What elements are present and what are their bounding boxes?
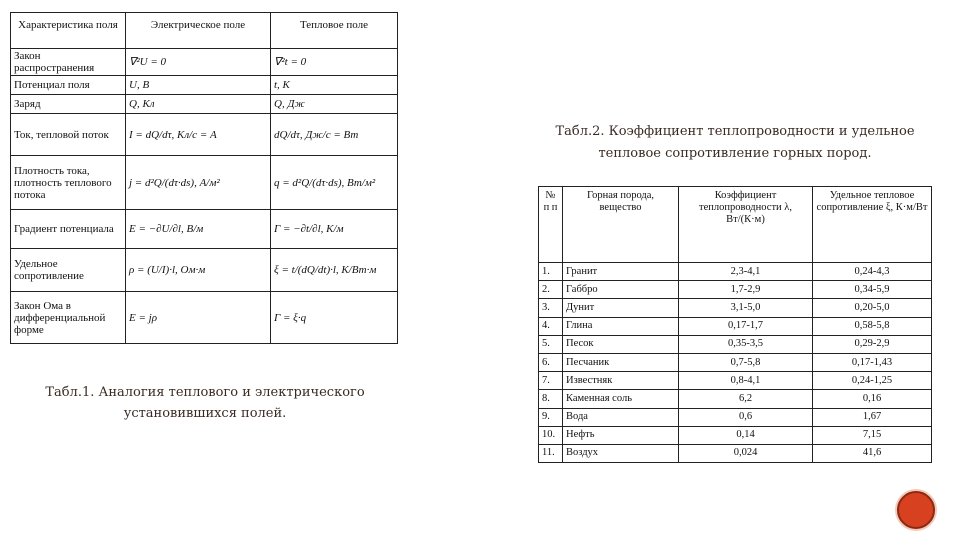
name-cell: Удельное сопротивление xyxy=(11,249,126,292)
conductivity-cell: 0,6 xyxy=(679,408,813,426)
table2-caption: Табл.2. Коэффициент теплопроводности и удельное тепловое сопротивление горных пород. xyxy=(555,124,915,161)
table-row xyxy=(11,292,398,344)
thermal-cell: ξ = t/(dQ/dt)·l, К/Вт·м xyxy=(271,249,398,292)
rock-conductivity-table xyxy=(538,186,932,463)
rock-cell: Каменная соль xyxy=(563,390,679,408)
table-row xyxy=(11,156,398,210)
table-row xyxy=(539,372,932,390)
seal-logo xyxy=(897,491,935,529)
table-row xyxy=(539,353,932,371)
table-row xyxy=(11,76,398,95)
electric-cell: j = d²Q/(dτ·ds), А/м² xyxy=(126,156,271,210)
electric-cell: I = dQ/dτ, Кл/с = А xyxy=(126,114,271,156)
thermal-cell: dQ/dτ, Дж/с = Вт xyxy=(271,114,398,156)
name-cell: Плотность тока, плотность теплового потока xyxy=(11,156,126,210)
index-cell: 1. xyxy=(539,263,563,281)
index-cell: 5. xyxy=(539,335,563,353)
header-cell: Горная порода, вещество xyxy=(563,187,679,263)
resistivity-cell: 41,6 xyxy=(813,444,932,462)
table-row xyxy=(539,390,932,408)
rock-cell: Вода xyxy=(563,408,679,426)
table-row xyxy=(11,249,398,292)
table-row xyxy=(539,426,932,444)
resistivity-cell: 1,67 xyxy=(813,408,932,426)
conductivity-cell: 0,7-5,8 xyxy=(679,353,813,371)
header-cell: Характеристика поля xyxy=(11,13,126,49)
header-cell: № п п xyxy=(539,187,563,263)
header-cell: Коэффициент теплопроводности λ, Вт/(К·м) xyxy=(679,187,813,263)
resistivity-cell: 0,24-1,25 xyxy=(813,372,932,390)
table-header-row xyxy=(11,13,398,49)
conductivity-cell: 0,024 xyxy=(679,444,813,462)
electric-cell: E = jρ xyxy=(126,292,271,344)
conductivity-cell: 0,17-1,7 xyxy=(679,317,813,335)
rock-cell: Дунит xyxy=(563,299,679,317)
index-cell: 8. xyxy=(539,390,563,408)
index-cell: 10. xyxy=(539,426,563,444)
name-cell: Ток, тепловой поток xyxy=(11,114,126,156)
resistivity-cell: 7,15 xyxy=(813,426,932,444)
index-cell: 11. xyxy=(539,444,563,462)
conductivity-cell: 0,35-3,5 xyxy=(679,335,813,353)
rock-cell: Гранит xyxy=(563,263,679,281)
electric-cell: ∇²U = 0 xyxy=(126,49,271,76)
resistivity-cell: 0,20-5,0 xyxy=(813,299,932,317)
index-cell: 7. xyxy=(539,372,563,390)
conductivity-cell: 3,1-5,0 xyxy=(679,299,813,317)
rock-cell: Известняк xyxy=(563,372,679,390)
name-cell: Градиент потенциала xyxy=(11,210,126,249)
index-cell: 2. xyxy=(539,281,563,299)
header-cell: Электрическое поле xyxy=(126,13,271,49)
header-cell: Тепловое поле xyxy=(271,13,398,49)
electric-cell: ρ = (U/I)·l, Ом·м xyxy=(126,249,271,292)
thermal-cell: t, К xyxy=(271,76,398,95)
resistivity-cell: 0,29-2,9 xyxy=(813,335,932,353)
thermal-cell: Γ = −∂t/∂l, К/м xyxy=(271,210,398,249)
table-row xyxy=(539,317,932,335)
rock-cell: Габбро xyxy=(563,281,679,299)
table-row xyxy=(539,281,932,299)
table-row xyxy=(539,299,932,317)
thermal-cell: ∇²t = 0 xyxy=(271,49,398,76)
conductivity-cell: 0,8-4,1 xyxy=(679,372,813,390)
table-row xyxy=(539,335,932,353)
thermal-cell: Γ = ξ·q xyxy=(271,292,398,344)
conductivity-cell: 1,7-2,9 xyxy=(679,281,813,299)
index-cell: 6. xyxy=(539,353,563,371)
resistivity-cell: 0,16 xyxy=(813,390,932,408)
electric-cell: U, В xyxy=(126,76,271,95)
table-row xyxy=(11,114,398,156)
rock-cell: Глина xyxy=(563,317,679,335)
table-header-row xyxy=(539,187,932,263)
index-cell: 4. xyxy=(539,317,563,335)
rock-cell: Песок xyxy=(563,335,679,353)
table-row xyxy=(539,408,932,426)
field-analogy-table xyxy=(10,12,398,344)
header-cell: Удельное тепловое сопротивление ξ, К·м/Вт xyxy=(813,187,932,263)
conductivity-cell: 6,2 xyxy=(679,390,813,408)
resistivity-cell: 0,24-4,3 xyxy=(813,263,932,281)
name-cell: Закон Ома в дифференциальной форме xyxy=(11,292,126,344)
resistivity-cell: 0,17-1,43 xyxy=(813,353,932,371)
conductivity-cell: 2,3-4,1 xyxy=(679,263,813,281)
name-cell: Закон распространения xyxy=(11,49,126,76)
rock-cell: Песчаник xyxy=(563,353,679,371)
table1-caption: Табл.1. Аналогия теплового и электрического установившихся полей. xyxy=(45,385,365,421)
conductivity-cell: 0,14 xyxy=(679,426,813,444)
thermal-cell: q = d²Q/(dτ·ds), Вт/м² xyxy=(271,156,398,210)
resistivity-cell: 0,34-5,9 xyxy=(813,281,932,299)
table-row xyxy=(539,263,932,281)
name-cell: Заряд xyxy=(11,95,126,114)
table-row xyxy=(539,444,932,462)
electric-cell: Q, Кл xyxy=(126,95,271,114)
electric-cell: E = −∂U/∂l, В/м xyxy=(126,210,271,249)
rock-cell: Нефть xyxy=(563,426,679,444)
table-row xyxy=(11,95,398,114)
table-row xyxy=(11,210,398,249)
index-cell: 9. xyxy=(539,408,563,426)
name-cell: Потенциал поля xyxy=(11,76,126,95)
rock-cell: Воздух xyxy=(563,444,679,462)
table-row xyxy=(11,49,398,76)
resistivity-cell: 0,58-5,8 xyxy=(813,317,932,335)
thermal-cell: Q, Дж xyxy=(271,95,398,114)
index-cell: 3. xyxy=(539,299,563,317)
